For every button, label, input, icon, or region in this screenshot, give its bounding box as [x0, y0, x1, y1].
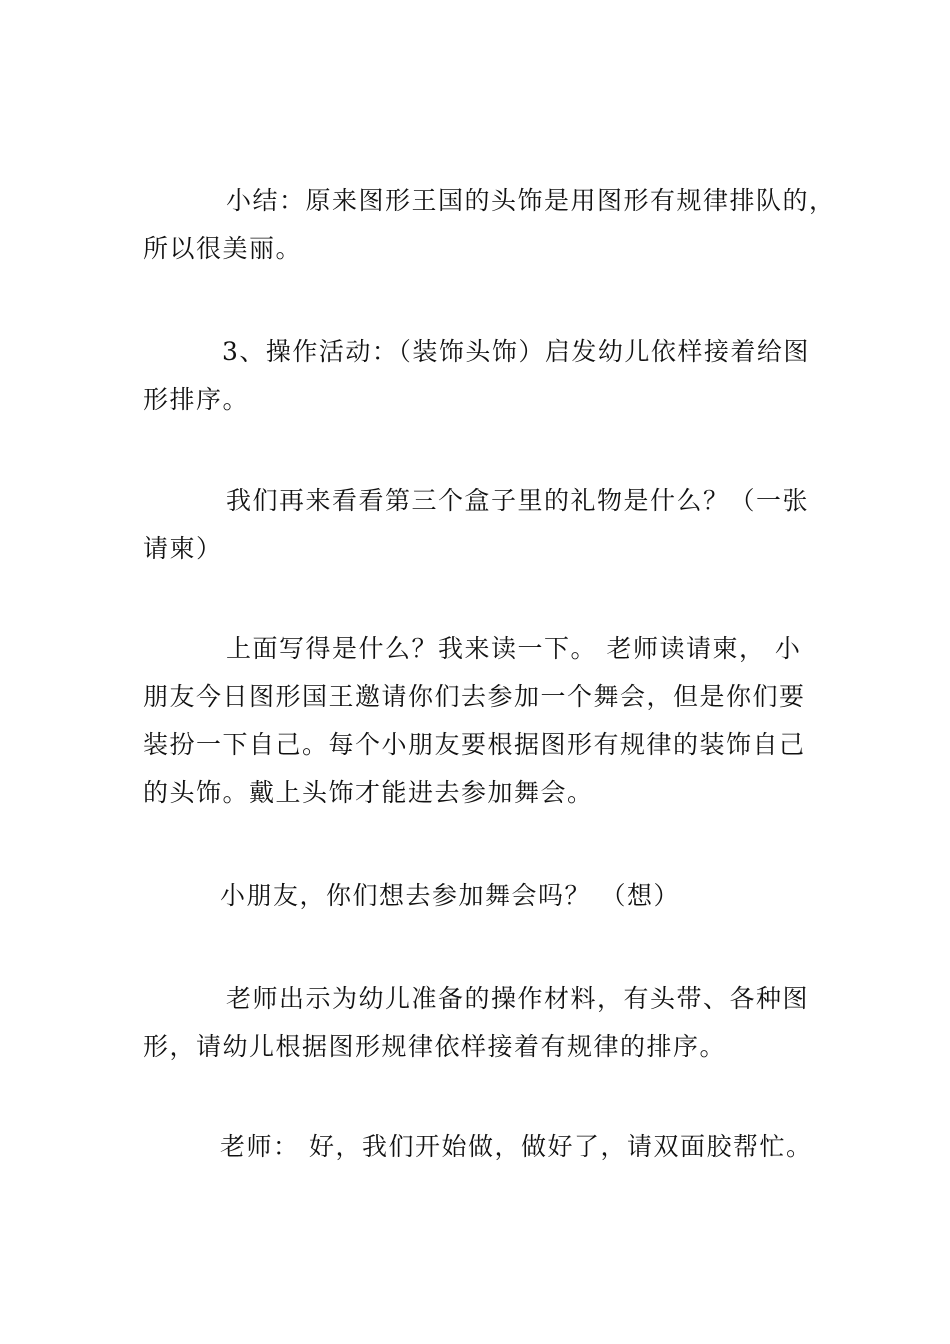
paragraph-4-line-2: 朋友今日图形国王邀请你们去参加一个舞会，但是你们要	[143, 682, 806, 711]
paragraph-3-line-2: 请柬）	[143, 534, 223, 563]
paragraph-4-line-1: 上面写得是什么？我来读一下。 老师读请柬， 小	[226, 634, 802, 663]
paragraph-4-line-3: 装扮一下自己。每个小朋友要根据图形有规律的装饰自己	[143, 730, 806, 759]
paragraph-1-line-1: 小结：原来图形王国的头饰是用图形有规律排队的，	[226, 186, 836, 215]
paragraph-2-line-1: 3、操作活动：（装饰头饰）启发幼儿依样接着给图	[222, 337, 810, 366]
paragraph-3-line-1: 我们再来看看第三个盒子里的礼物是什么？（一张	[226, 486, 810, 515]
paragraph-6-line-1: 老师出示为幼儿准备的操作材料，有头带、各种图	[226, 984, 810, 1013]
paragraph-7-line-1: 老师： 好，我们开始做，做好了，请双面胶帮忙。	[220, 1132, 813, 1161]
paragraph-1-line-2: 所以很美丽。	[143, 234, 303, 263]
paragraph-4-line-4: 的头饰。戴上头饰才能进去参加舞会。	[143, 778, 594, 807]
paragraph-5-line-1: 小朋友，你们想去参加舞会吗？ （想）	[220, 881, 680, 910]
paragraph-6-line-2: 形，请幼儿根据图形规律依样接着有规律的排序。	[143, 1032, 727, 1061]
paragraph-2-line-2: 形排序。	[143, 385, 250, 414]
